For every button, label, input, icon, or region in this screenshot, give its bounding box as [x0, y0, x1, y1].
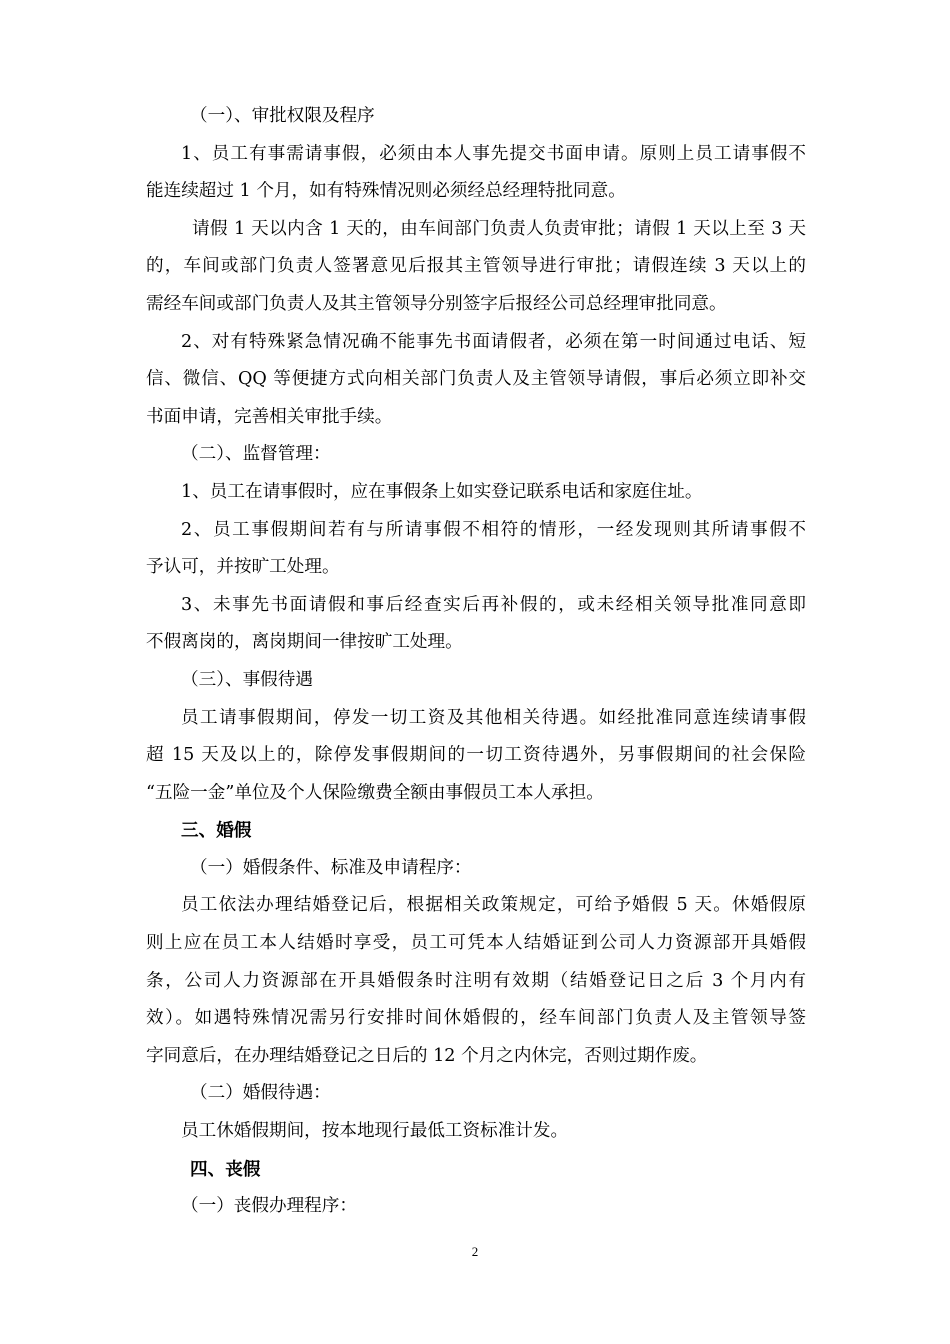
paragraph-line: 员工依法办理结婚登记后，根据相关政策规定，可给予婚假 5 天。休婚假原: [181, 895, 806, 916]
paragraph-line: 予认可，并按旷工处理。: [146, 557, 340, 578]
subsection-heading: （一）丧假办理程序：: [181, 1196, 357, 1217]
paragraph-line: 则上应在员工本人结婚时享受，员工可凭本人结婚证到公司人力资源部开具婚假: [146, 933, 806, 954]
paragraph-line: 能连续超过 1 个月，如有特殊情况则必须经总经理特批同意。: [146, 181, 626, 202]
paragraph-line: 员工休婚假期间，按本地现行最低工资标准计发。: [181, 1121, 569, 1142]
paragraph-line: 条，公司人力资源部在开具婚假条时注明有效期（结婚登记日之后 3 个月内有: [146, 970, 806, 991]
paragraph-line: 员工请事假期间，停发一切工资及其他相关待遇。如经批准同意连续请事假: [181, 707, 806, 728]
paragraph-line: 不假离岗的，离岗期间一律按旷工处理。: [146, 632, 463, 653]
section-heading: 三、婚假: [181, 820, 252, 842]
section-heading: 四、丧假: [190, 1158, 261, 1180]
subsection-heading: （二）、监督管理：: [181, 444, 331, 465]
paragraph-line: 需经车间或部门负责人及其主管领导分别签字后报经公司总经理审批同意。: [146, 293, 727, 314]
paragraph-line: 2、对有特殊紧急情况确不能事先书面请假者，必须在第一时间通过电话、短: [181, 331, 806, 352]
paragraph-line: 字同意后，在办理结婚登记之日后的 12 个月之内休完，否则过期作废。: [146, 1045, 708, 1066]
paragraph-line: 3、未事先书面请假和事后经查实后再补假的，或未经相关领导批准同意即: [181, 594, 806, 615]
paragraph-line: 1、员工在请事假时，应在事假条上如实登记联系电话和家庭住址。: [181, 481, 703, 502]
paragraph-line: “五险一金”单位及个人保险缴费全额由事假员工本人承担。: [146, 782, 604, 803]
subsection-heading: （二）婚假待遇：: [190, 1083, 331, 1104]
subsection-heading: （一）、审批权限及程序: [190, 106, 375, 126]
page-number: 2: [471, 1244, 479, 1259]
paragraph-line: 信、微信、QQ 等便捷方式向相关部门负责人及主管领导请假，事后必须立即补交: [146, 369, 806, 390]
subsection-heading: （一）婚假条件、标准及申请程序：: [190, 857, 472, 878]
paragraph-line: 超 15 天及以上的，除停发事假期间的一切工资待遇外，另事假期间的社会保险: [146, 745, 806, 766]
paragraph-line: 请假 1 天以内含 1 天的，由车间部门负责人负责审批；请假 1 天以上至 3 天: [192, 218, 806, 239]
paragraph-line: 1、员工有事需请事假，必须由本人事先提交书面申请。原则上员工请事假不: [181, 143, 806, 164]
paragraph-line: 书面申请，完善相关审批手续。: [146, 406, 393, 427]
paragraph-line: 2、员工事假期间若有与所请事假不相符的情形，一经发现则其所请事假不: [181, 519, 806, 540]
subsection-heading: （三）、事假待遇: [181, 669, 313, 690]
paragraph-line: 效）。如遇特殊情况需另行安排时间休婚假的，经车间部门负责人及主管领导签: [146, 1008, 806, 1029]
paragraph-line: 的，车间或部门负责人签署意见后报其主管领导进行审批；请假连续 3 天以上的: [146, 256, 806, 277]
